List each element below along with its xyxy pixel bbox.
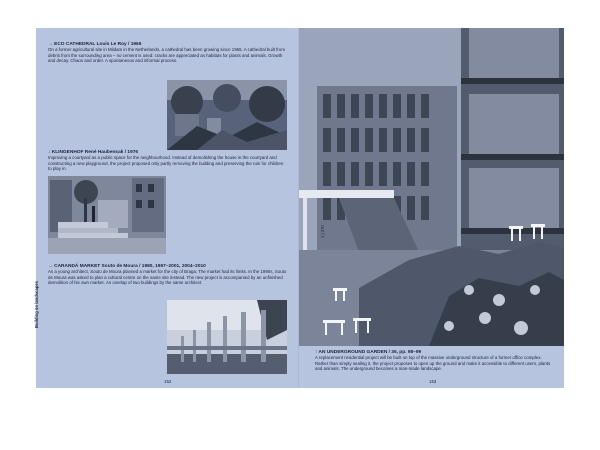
caption-body: A replacement residential project will be built on top of the massive underground structure of a former office complex. Rather than simply sealing it, the project proposes to open up the ground and make it accessible to different users, plants and animals. The underground becomes a man-made landscape. <box>315 355 551 372</box>
entry-title: → CARANDÁ MARKET Souto de Moura / 1980, 1997–2001, 2004–2010 <box>48 264 206 269</box>
photo-caranda-market <box>167 300 287 374</box>
entry-title: → ECO CATHEDRAL Louis Le Roy / 1965 <box>48 42 142 47</box>
vertical-reference-label: 1 | 370 <box>320 225 325 238</box>
page-number-left: 152 <box>164 379 172 384</box>
entry-eco-cathedral <box>48 42 288 64</box>
section-label: Building on landscapes <box>34 281 39 328</box>
entry-body: On a former agricultural site in Mildam in the Netherlands, a cathedral has been growing since 1965. A cathedral built from debris from the surrounding area – no cement is used: cracks are appreciated as habitats for plants and animals. Growth and decay. Chaos and order. A spontaneous and informal process. <box>48 47 285 64</box>
entry-title: ↓ KLINGENHOF René Haubensak / 1976 <box>48 150 139 155</box>
entry-body: As a young architect, Souto de Moura planned a market for the city of Braga. The market had its limits. In the 1990s, Souto de Moura was asked to plan a cultural centre on the same site instead. The new project is accompanied by an unfinished demolition of his own market. An overlap of two buildings by the same architect. <box>48 269 287 286</box>
entry-body: Improving a courtyard as a public space for the neighbourhood. Instead of demolishing the house in the courtyard and constructing a new playground, the project proposed only partly removing the building and preserving the ruin for children to play in. <box>48 155 284 172</box>
caption-underground-garden <box>315 350 555 372</box>
entry-klingenhof <box>48 150 288 172</box>
caption-title: ↑ AN UNDERGROUND GARDEN / 36, pp. 98–99 <box>315 350 422 355</box>
book-spread <box>36 28 564 388</box>
entry-caranda-market <box>48 264 288 286</box>
photo-klingenhof <box>48 176 166 254</box>
left-page <box>36 28 299 388</box>
right-page <box>299 28 564 388</box>
page-number-right: 153 <box>429 379 437 384</box>
photo-eco-cathedral <box>167 80 287 150</box>
photo-underground-garden <box>299 28 564 346</box>
